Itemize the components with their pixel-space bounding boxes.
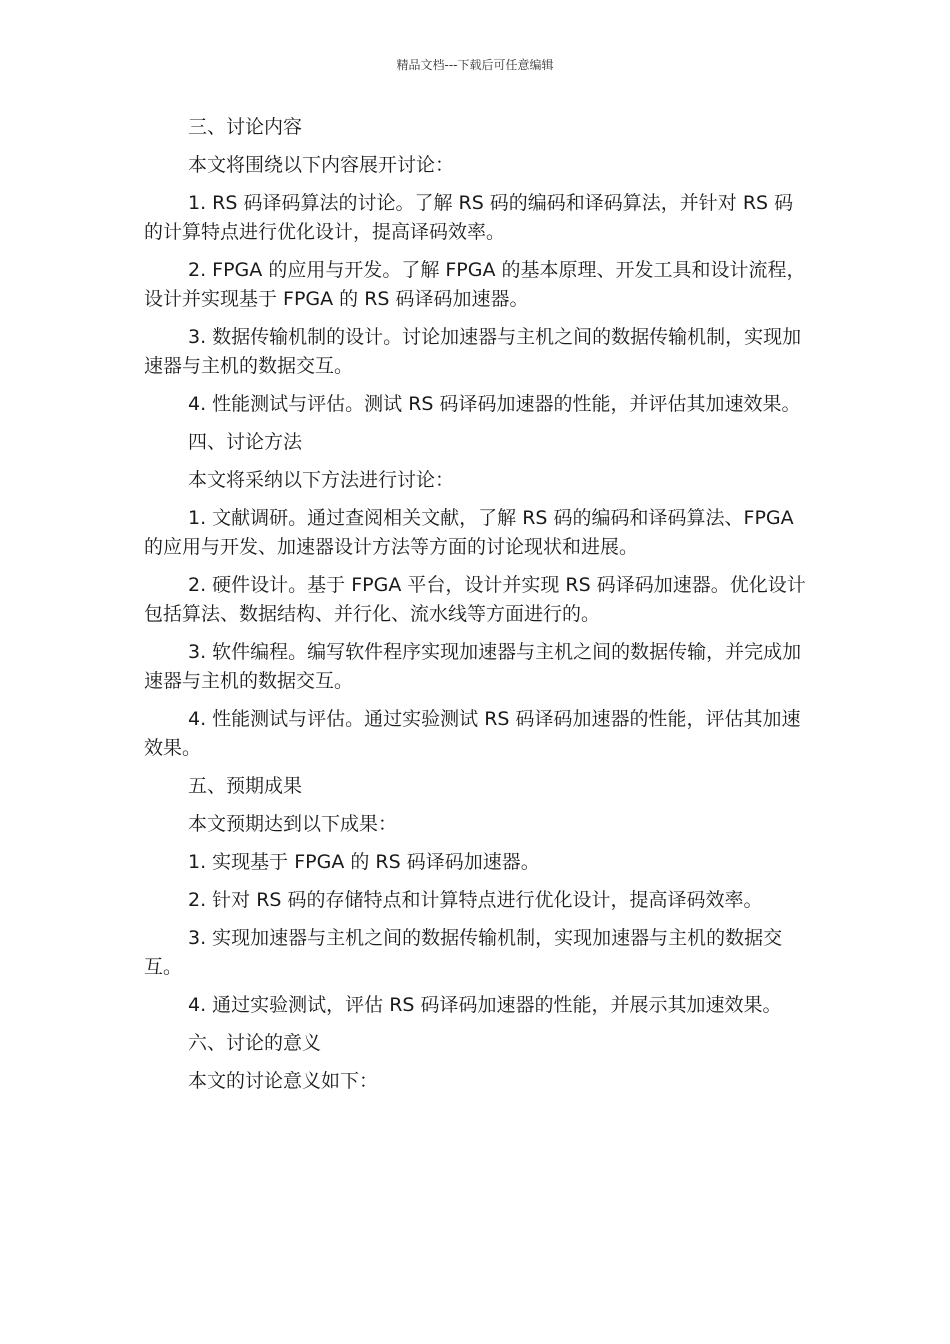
list-item: 3. 数据传输机制的设计。讨论加速器与主机之间的数据传输机制，实现加速器与主机的数据交互。 — [144, 326, 802, 377]
list-item: 2. FPGA 的应用与开发。了解 FPGA 的基本原理、开发工具和设计流程，设计并实现基于 FPGA 的 RS 码译码加速器。 — [144, 259, 806, 310]
list-item: 4. 性能测试与评估。测试 RS 码译码加速器的性能，并评估其加速效果。 — [188, 393, 801, 415]
list-item: 4. 性能测试与评估。通过实验测试 RS 码译码加速器的性能，评估其加速效果。 — [144, 708, 801, 759]
list-item: 2. 针对 RS 码的存储特点和计算特点进行优化设计，提高译码效率。 — [188, 889, 763, 911]
list-item: 1. 实现基于 FPGA 的 RS 码译码加速器。 — [188, 851, 540, 873]
list-item: 3. 实现加速器与主机之间的数据传输机制，实现加速器与主机的数据交互。 — [144, 927, 783, 978]
list-item: 1. RS 码译码算法的讨论。了解 RS 码的编码和译码算法，并针对 RS 码的计算特点进行优化设计，提高译码效率。 — [144, 192, 794, 243]
section-heading-expected-results: 五、预期成果 — [188, 775, 303, 797]
list-item: 3. 软件编程。编写软件程序实现加速器与主机之间的数据传输，并完成加速器与主机的数据交互。 — [144, 641, 802, 692]
list-item: 2. 硬件设计。基于 FPGA 平台，设计并实现 RS 码译码加速器。优化设计包括算法、数据结构、并行化、流水线等方面进行的。 — [144, 574, 806, 625]
section-intro: 本文的讨论意义如下： — [188, 1070, 379, 1092]
section-heading-discussion-content: 三、讨论内容 — [188, 116, 303, 138]
page-header: 精品文档---下载后可任意编辑 — [396, 58, 554, 72]
section-intro: 本文将采纳以下方法进行讨论： — [188, 469, 455, 491]
list-item: 4. 通过实验测试，评估 RS 码译码加速器的性能，并展示其加速效果。 — [188, 994, 782, 1016]
section-intro: 本文预期达到以下成果： — [188, 813, 398, 835]
section-heading-significance: 六、讨论的意义 — [188, 1032, 322, 1054]
section-heading-discussion-methods: 四、讨论方法 — [188, 431, 303, 453]
section-intro: 本文将围绕以下内容展开讨论： — [188, 154, 455, 176]
list-item: 1. 文献调研。通过查阅相关文献，了解 RS 码的编码和译码算法、FPGA 的应用与开发、加速器设计方法等方面的讨论现状和进展。 — [144, 507, 794, 558]
document-body — [144, 113, 806, 1105]
